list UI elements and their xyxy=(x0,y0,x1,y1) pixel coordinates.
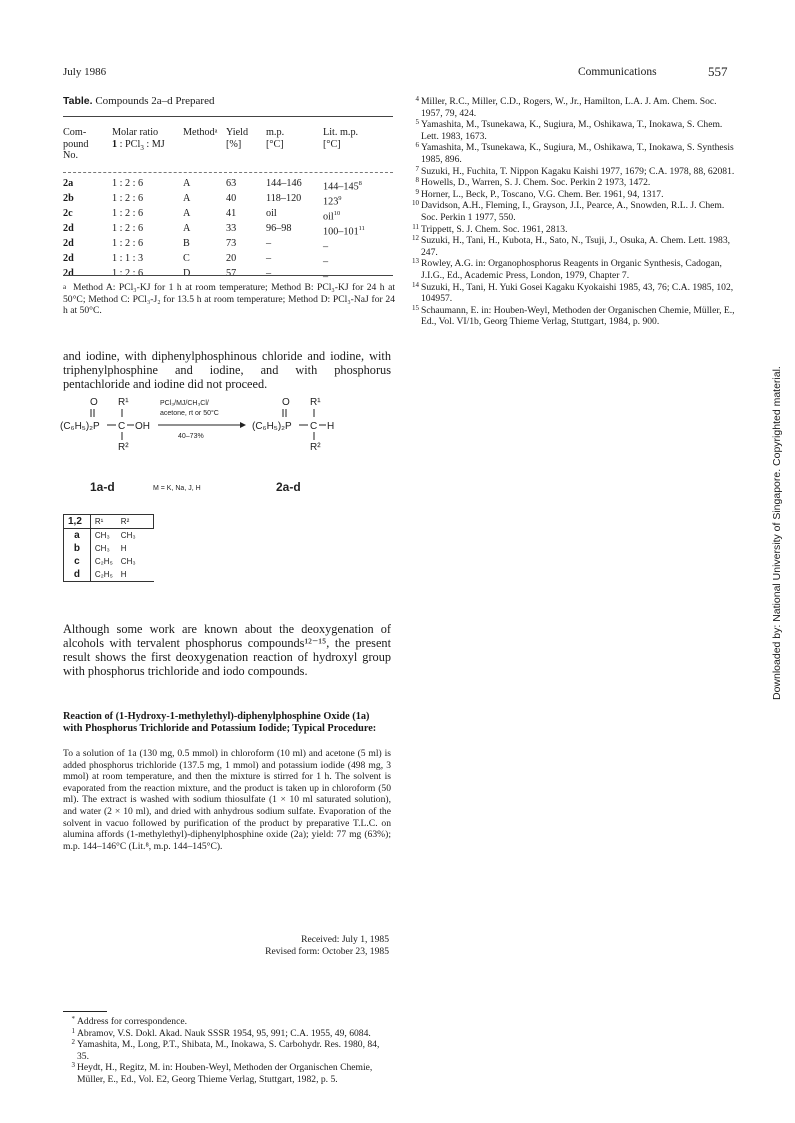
table-cell: C xyxy=(183,252,190,264)
reference-item xyxy=(412,222,738,236)
table-row xyxy=(63,208,365,223)
reference-number: 3 xyxy=(71,1061,75,1070)
download-notice: Downloaded by: National University of Singapore. Copyrighted material. xyxy=(771,366,783,700)
reference-number: 2 xyxy=(71,1038,75,1047)
reference-text: Suzuki, H., Tani, H. Yuki Gosei Kagaku Kyokaishi 1985, 43, 76; C.A. 1985, 102, 104957. xyxy=(421,281,734,305)
reference-text: Address for correspondence. xyxy=(77,1016,188,1027)
table-cell: oil xyxy=(323,211,334,223)
reference-item xyxy=(71,1061,393,1085)
reference-item xyxy=(415,95,738,119)
table-cell: 144–146 xyxy=(266,178,302,189)
table-cell: A xyxy=(183,207,191,219)
scheme-r2-left: R² xyxy=(118,442,129,453)
table-cell: D xyxy=(183,267,191,279)
scheme-reagents-2: acetone, rt or 50°C xyxy=(160,410,219,417)
table-cell: 1 : 2 : 6 xyxy=(112,267,144,279)
reference-number: 8 xyxy=(415,176,419,185)
scheme-c-left: C xyxy=(118,421,126,432)
table-cell: 41 xyxy=(226,207,237,219)
reference-text: Yamashita, M., Tsunekawa, K., Sugiura, M., Oshikawa, T., Inokawa, S. Chem. Lett. 1983, 1673. xyxy=(421,119,723,142)
reference-text: Schaumann, E. in: Houben-Weyl, Methoden der Organischen Chemie, Müller, E., Ed., Vol. VI/1b, Georg Thieme Verlag, Stuttgart, 1984, p. 900. xyxy=(421,304,735,328)
reference-number: 1 xyxy=(71,1026,75,1035)
scheme-left-formula: (C₆H₅)₂P xyxy=(60,421,100,432)
table-cell: 100–101 xyxy=(323,226,359,238)
table-row xyxy=(63,178,365,193)
subst-cell: CH₃ xyxy=(94,544,110,553)
reference-text: Heydt, H., Regitz, M. in: Houben-Weyl, Methoden der Organischen Chemie, Müller, E., Ed., Vol. E2, Georg Thieme Verlag, Stuttgart, 1982, p. 5. xyxy=(77,1062,373,1085)
table-cell: 2d xyxy=(63,237,74,249)
table-cell: – xyxy=(323,271,329,283)
reference-text: Miller, R.C., Miller, C.D., Rogers, W., Jr., Hamilton, L.A. J. Am. Chem. Soc. 1957, 79, 424. xyxy=(421,96,717,119)
table-rule-bottom xyxy=(63,275,393,276)
reference-text: Horner, L., Beck, P., Toscano, V.G. Chem. Ber. 1961, 94, 1317. xyxy=(421,188,664,200)
footnote-rule xyxy=(63,1011,107,1012)
scheme-o-right: O xyxy=(282,397,290,408)
reference-item xyxy=(412,234,738,258)
running-date: July 1986 xyxy=(63,66,107,78)
table-cell: – xyxy=(323,256,329,268)
table-cell: 1 : 2 : 6 xyxy=(112,178,144,189)
scheme-o-left: O xyxy=(90,397,98,408)
lit-ref: 9 xyxy=(338,194,342,202)
table-cell: 2c xyxy=(63,207,73,219)
reference-text: Davidson, A.H., Fleming, I., Grayson, J.I., Pearce, A., Snowden, R.L. J. Chem. Soc. Perkin 1 1977, 550. xyxy=(421,200,725,223)
table-cell: 1 : 2 : 6 xyxy=(112,207,144,219)
subst-row xyxy=(64,529,154,543)
scheme-yield: 40–73% xyxy=(178,433,204,440)
subst-cell: C₂H₅ xyxy=(90,568,116,582)
table-cell: 144–145 xyxy=(323,181,359,193)
table-body xyxy=(63,178,393,283)
references-right xyxy=(412,95,738,328)
table-cell: 2b xyxy=(63,192,74,204)
reference-text: Suzuki, H., Tani, H., Kubota, H., Sato, N., Tsuji, J., Osuka, A. Chem. Lett. 1983, 247. xyxy=(421,235,731,258)
scheme-r1-right: R¹ xyxy=(310,397,321,408)
table-cell: 2d xyxy=(63,252,74,264)
table-cell: 63 xyxy=(226,178,237,189)
table-cell: 2a xyxy=(63,178,74,189)
lit-ref: 11 xyxy=(358,224,365,232)
subst-header: R¹ xyxy=(90,515,116,529)
subst-cell: a xyxy=(64,529,91,543)
table-row xyxy=(63,238,365,253)
reference-item xyxy=(415,176,738,189)
table-cell: 57 xyxy=(226,267,237,279)
table-cell: 118–120 xyxy=(266,192,302,204)
scheme-product-label: 2a-d xyxy=(276,480,301,494)
reference-number: 10 xyxy=(412,199,419,208)
reference-item xyxy=(415,187,738,201)
reference-number: 7 xyxy=(415,164,419,173)
reference-number: 12 xyxy=(412,234,419,243)
reference-item xyxy=(71,1038,393,1062)
procedure-title: Reaction of (1-Hydroxy-1-methylethyl)-diphenylphosphine Oxide (1a) with Phosphorus Trichloride and Potassium Iodide; Typical Procedure: xyxy=(63,711,377,734)
reference-item xyxy=(412,303,738,328)
scheme-h: H xyxy=(327,421,335,432)
table-cell: – xyxy=(266,237,272,249)
table-cell: B xyxy=(183,237,190,249)
reference-text: Howells, D., Warren, S. J. Chem. Soc. Perkin 2 1973, 1472. xyxy=(421,177,651,189)
table-row xyxy=(63,193,365,208)
substituent-table xyxy=(63,514,154,582)
compounds-table xyxy=(63,95,393,113)
reference-item xyxy=(415,164,738,178)
table-cell: 2d xyxy=(63,267,74,279)
reference-text: Yamashita, M., Tsunekawa, K., Sugiura, M., Oshikawa, T., Inokawa, S. Synthesis 1985, 896. xyxy=(421,142,734,165)
reference-item xyxy=(412,257,738,281)
table-row xyxy=(63,223,365,238)
table-cell: A xyxy=(183,178,191,189)
table-cell: 73 xyxy=(226,237,237,249)
scheme-r2-right: R² xyxy=(310,442,321,453)
scheme-oh: OH xyxy=(135,421,150,432)
table-cell: 20 xyxy=(226,252,237,264)
reference-text: Trippett, S. J. Chem. Soc. 1961, 2813. xyxy=(421,223,568,235)
table-head: Com- pound No. Molar ratio 1 : PCl$_3$ : MJ Methodᵃ Yield [%] m.p. [°C] Lit. m.p. [°C] xyxy=(63,127,359,162)
reference-text: Rowley, A.G. in: Organophosphorus Reagents in Organic Synthesis, Cadogan, J.I.G., Ed., Academic Press, London, 1979, Chapter 7. xyxy=(421,258,722,281)
scheme-r1-left: R¹ xyxy=(118,397,129,408)
subst-cell: c xyxy=(64,555,91,568)
reference-number: 6 xyxy=(415,141,419,150)
paragraph-2: Although some work are known about the deoxygenation of alcohols with tervalent phosphorus compounds¹²⁻¹⁵, the present result shows the first deoxygenation reaction of hydroxyl group with phosphorus trichloride and iodo compounds. xyxy=(63,622,391,678)
revised-date: Revised form: October 23, 1985 xyxy=(265,946,389,957)
table-row xyxy=(63,253,365,268)
subst-header: R² xyxy=(117,515,154,529)
reference-item xyxy=(415,141,738,165)
page-number: 557 xyxy=(708,64,728,79)
reference-item xyxy=(71,1026,393,1040)
reference-number: 9 xyxy=(415,187,419,196)
subst-cell: H xyxy=(117,568,154,582)
reference-number: 14 xyxy=(412,280,419,289)
reference-number: * xyxy=(71,1015,75,1023)
table-cell: A xyxy=(183,192,191,204)
subst-header: 1,2 xyxy=(64,515,91,529)
reference-number: 5 xyxy=(415,118,419,127)
paragraph-1: and iodine, with diphenylphosphinous chloride and iodine, with triphenylphosphine and iodine, and with phosphorus pentachloride and iodine did not proceed. xyxy=(63,349,391,391)
table-cell: 1 : 2 : 6 xyxy=(112,222,144,234)
lit-ref: 8 xyxy=(358,180,362,187)
reference-item xyxy=(412,280,738,305)
reference-number: 15 xyxy=(412,303,419,312)
subst-row xyxy=(64,568,154,582)
table-rule-top xyxy=(63,116,393,117)
subst-cell: CH₃ xyxy=(120,531,136,540)
reference-text: Yamashita, M., Long, P.T., Shibata, M., Inokawa, S. Carbohydr. Res. 1980, 84, 35. xyxy=(77,1039,380,1062)
subst-cell: d xyxy=(64,568,91,582)
subst-cell: H xyxy=(120,544,127,553)
table-caption: Table. Compounds 2a–d Prepared xyxy=(63,95,215,107)
reference-number: 11 xyxy=(412,222,419,231)
table-cell: oil xyxy=(266,207,277,219)
table-cell: 1 : 2 : 6 xyxy=(112,192,144,204)
reference-number: 4 xyxy=(415,95,419,103)
received-date: Received: July 1, 1985 xyxy=(301,934,389,945)
procedure-text: To a solution of 1a (130 mg, 0.5 mmol) in chloroform (10 ml) and acetone (5 ml) is added phosphorus trichloride (137.5 mg, 1 mmol) and potassium iodide (498 mg, 3 mmol) at room temperature, and then the mixture is stirred for 1 h. The solvent is evaporated from the reaction mixture, and the product is taken up in chloroform (50 ml). The extract is washed with sodium thiosulfate (1 × 10 ml saturated solution), and water (2 × 10 ml), and dried with anhydrous sodium sulfate. Evaporation of the solvent in vacuo followed by purification of the product by preparative T.L.C. on alumina affords (1-methylethyl)-diphenylphosphine oxide (2a); yield: 77 mg (63%); m.p. 144–146°C (Lit.⁸, m.p. 144–145°C). xyxy=(63,748,391,852)
table-cell: 33 xyxy=(226,222,237,234)
reference-text: Suzuki, H., Fuchita, T. Nippon Kagaku Kaishi 1977, 1679; C.A. 1978, 88, 62081. xyxy=(421,165,735,177)
running-journal: Communications xyxy=(578,66,657,78)
scheme-start-label: 1a-d xyxy=(90,480,115,494)
reference-number: 13 xyxy=(412,257,419,266)
subst-cell: CH₃ xyxy=(94,531,110,540)
scheme-right-formula: (C₆H₅)₂P xyxy=(252,421,292,432)
reference-item xyxy=(412,199,738,223)
reaction-scheme xyxy=(60,393,400,513)
scheme-metals: M = K, Na, J, H xyxy=(153,485,201,492)
table-cell: 96–98 xyxy=(266,222,292,234)
table-cell: 2d xyxy=(63,222,74,234)
table-footnote: $^a$ Method A: PCl₃-KJ for 1 h at room temperature; Method B: PCl₃-KJ for 24 h at 50°C; Method C: PCl₃-J₂ for 13.5 h at room temperature; Method D: PCl₃-NaJ for 24 h at 50°C. xyxy=(63,282,395,317)
scheme-c-right: C xyxy=(310,421,318,432)
table-rule-mid xyxy=(63,172,393,173)
table-cell: – xyxy=(266,252,272,264)
table-cell: 123 xyxy=(323,196,339,208)
reference-item xyxy=(71,1015,393,1028)
table-cell: 40 xyxy=(226,192,237,204)
subst-row xyxy=(64,555,154,568)
table-cell: – xyxy=(323,241,329,253)
table-cell: 1 : 2 : 6 xyxy=(112,237,144,249)
reference-item xyxy=(415,118,738,142)
table-cell: – xyxy=(266,267,272,279)
footnotes-left xyxy=(71,1015,393,1086)
subst-row xyxy=(64,542,154,555)
scheme-reagents-1: PCl₃/MJ/CH₃Cl/ xyxy=(160,400,209,407)
table-cell: A xyxy=(183,222,191,234)
table-cell: 1 : 1 : 3 xyxy=(112,252,144,264)
subst-cell: b xyxy=(64,542,91,555)
lit-ref: 10 xyxy=(333,209,341,217)
subst-cell: C₂H₅ xyxy=(94,557,113,566)
reference-text: Abramov, V.S. Dokl. Akad. Nauk SSSR 1954, 95, 991; C.A. 1955, 49, 6084. xyxy=(77,1027,371,1039)
subst-cell: CH₃ xyxy=(120,557,136,566)
